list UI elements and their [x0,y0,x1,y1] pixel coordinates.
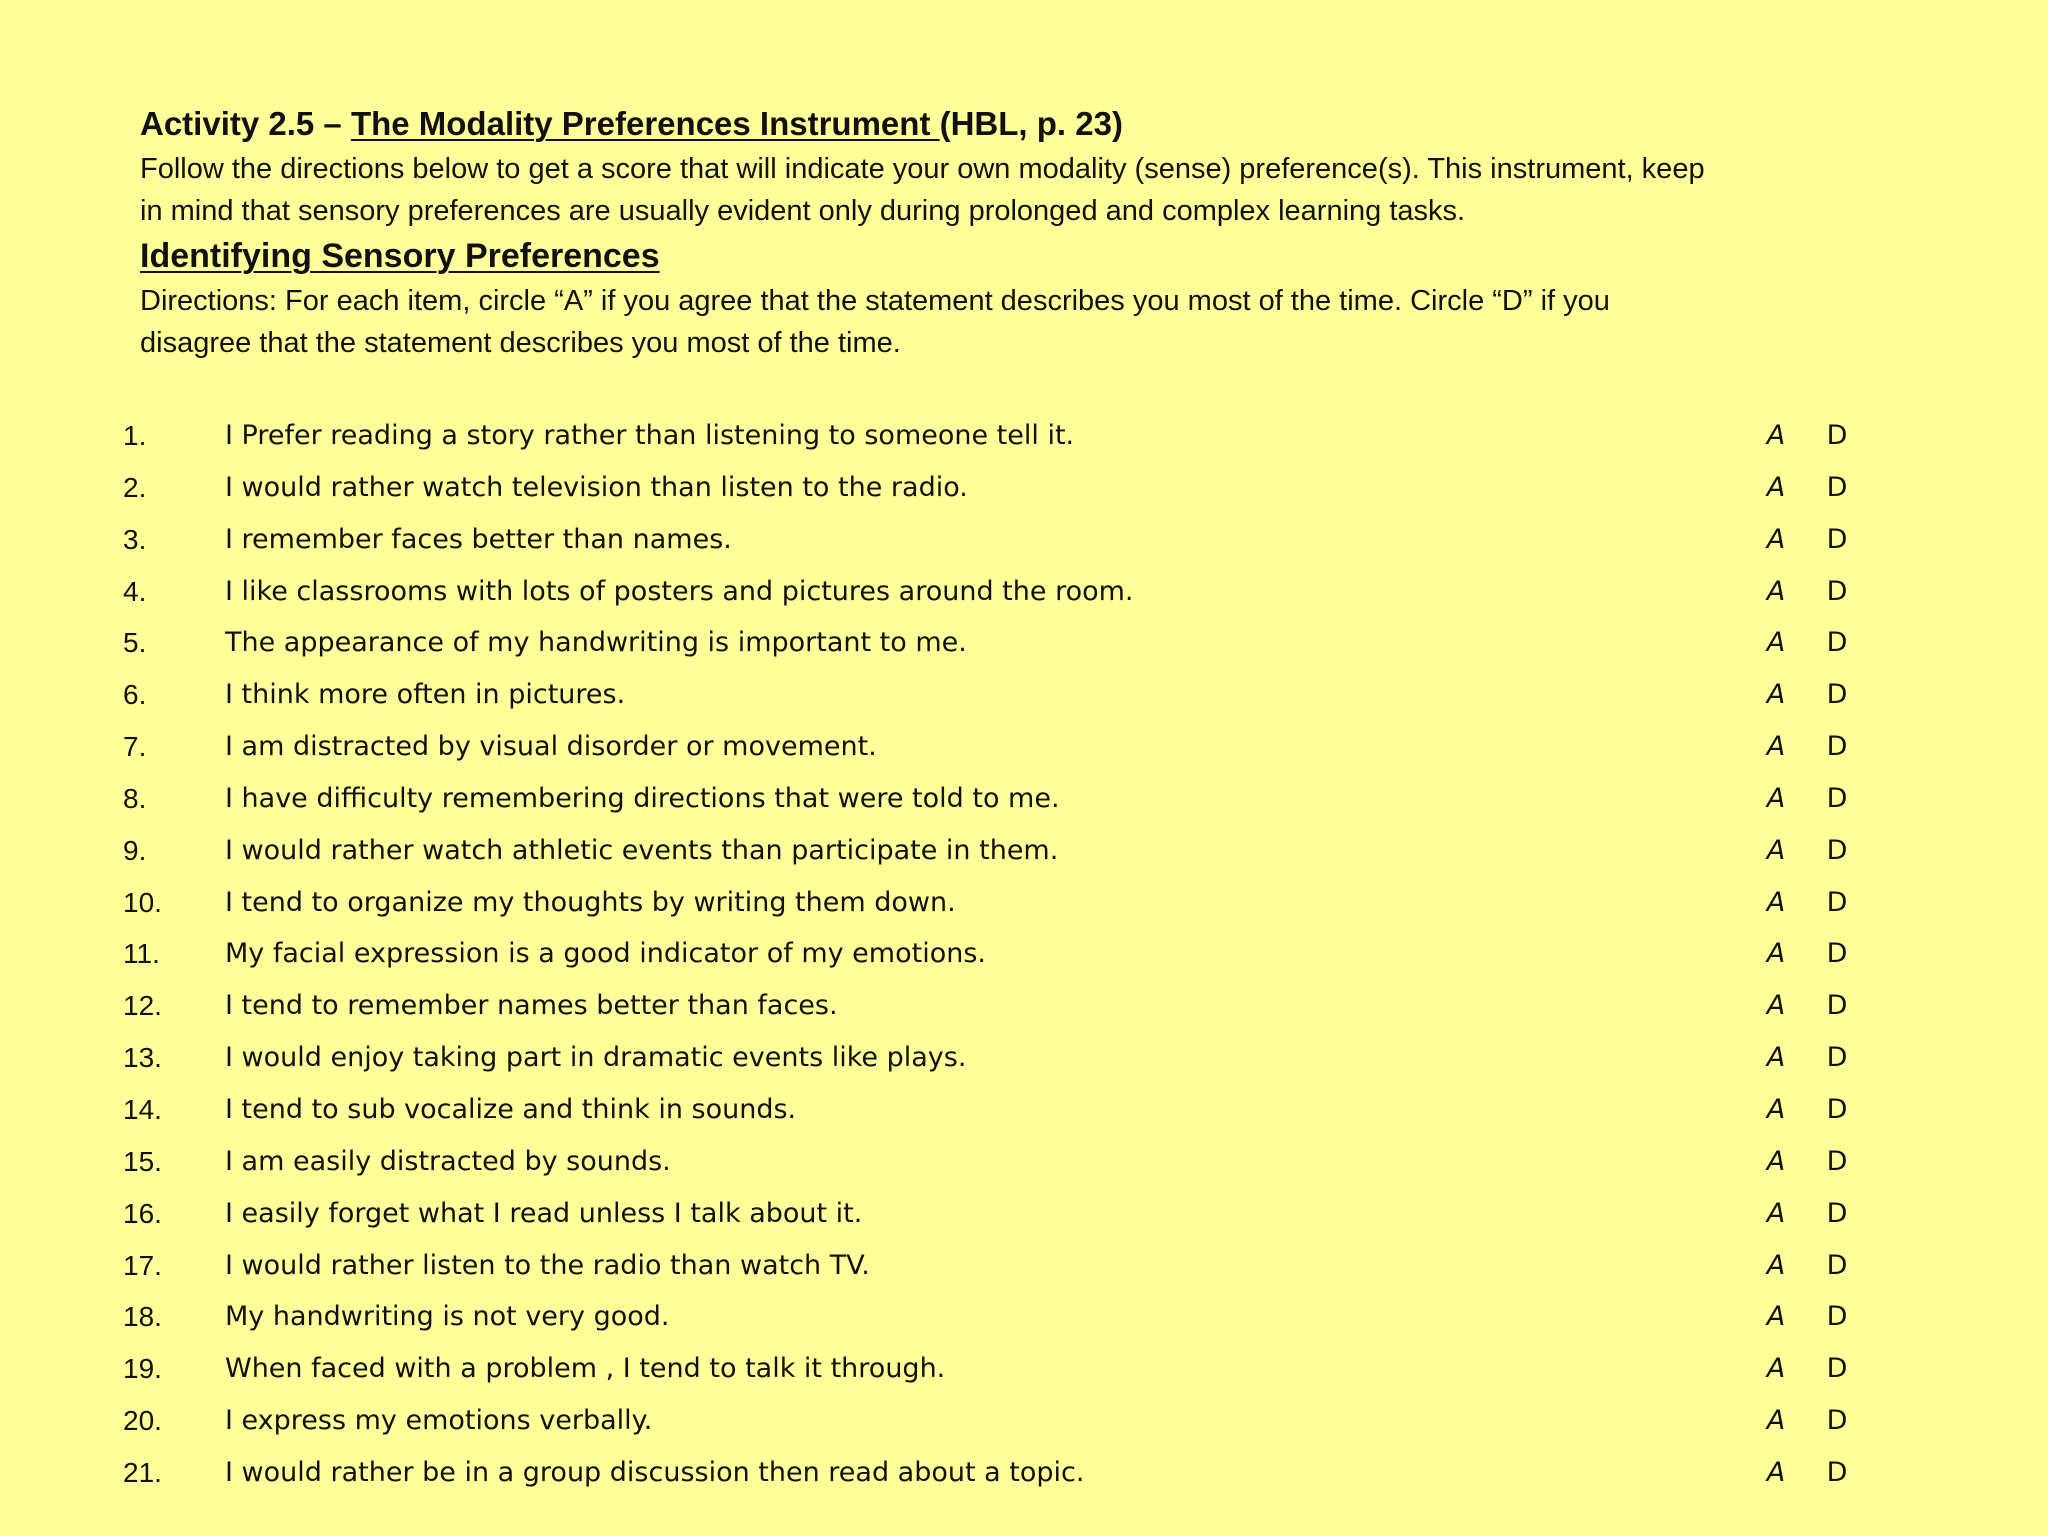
statement-number: 7. [123,731,147,763]
statement-row [0,1395,2048,1447]
disagree-option[interactable]: D [1826,679,1848,711]
statement-row [0,1136,2048,1188]
statement-text: When faced with a problem , I tend to talk it through. [225,1353,946,1385]
directions-line: Directions: For each item, circle “A” if you agree that the statement describes you most of the time. Circle “D” if you [140,285,1610,317]
agree-option[interactable]: A [1766,471,1786,503]
agree-option[interactable]: A [1766,1301,1786,1333]
agree-option[interactable]: A [1766,420,1786,451]
disagree-option[interactable]: D [1826,886,1848,918]
statement-row [0,1240,2048,1292]
title-reference: (HBL, p. 23) [939,105,1123,142]
statement-number: 3. [123,523,147,555]
statement-row [0,462,2048,514]
statement-row [0,721,2048,773]
statement-row [0,980,2048,1032]
statement-number: 13. [123,1042,162,1074]
agree-option[interactable]: A [1766,1405,1786,1437]
statement-text: My handwriting is not very good. [225,1301,670,1333]
statement-text: I Prefer reading a story rather than listening to someone tell it. [225,420,1075,451]
agree-option[interactable]: A [1766,1249,1786,1281]
statement-text: My facial expression is a good indicator of my emotions. [225,938,986,970]
statement-row [0,877,2048,929]
statement-text: I express my emotions verbally. [225,1405,653,1437]
statement-text: I like classrooms with lots of posters and pictures around the room. [225,575,1134,607]
title-instrument-name: The Modality Preferences Instrument [350,105,940,142]
statement-number: 6. [123,679,147,711]
agree-option[interactable]: A [1766,1093,1786,1125]
disagree-option[interactable]: D [1826,938,1848,970]
worksheet-header [140,100,1880,364]
agree-option[interactable]: A [1766,731,1786,763]
disagree-option[interactable]: D [1826,782,1848,814]
statement-row [0,1188,2048,1240]
statement-text: I tend to sub vocalize and think in sounds. [225,1093,797,1125]
statement-number: 12. [123,990,162,1022]
disagree-option[interactable]: D [1826,1456,1848,1488]
disagree-option[interactable]: D [1826,1197,1848,1229]
statement-number: 2. [123,471,147,503]
intro-line: in mind that sensory preferences are usually evident only during prolonged and complex learning tasks. [140,195,1466,227]
agree-option[interactable]: A [1766,679,1786,711]
statement-text: I would rather watch athletic events than participate in them. [225,834,1059,866]
statement-row [0,617,2048,669]
disagree-option[interactable]: D [1826,990,1848,1022]
disagree-option[interactable]: D [1826,731,1848,763]
agree-option[interactable]: A [1766,990,1786,1022]
statement-number: 9. [123,834,147,866]
disagree-option[interactable]: D [1826,471,1848,503]
statement-number: 4. [123,575,147,607]
disagree-option[interactable]: D [1826,575,1848,607]
agree-option[interactable]: A [1766,1456,1786,1488]
agree-option[interactable]: A [1766,834,1786,866]
disagree-option[interactable]: D [1826,834,1848,866]
statement-number: 15. [123,1145,162,1177]
statement-row [0,1291,2048,1343]
statement-text: I am distracted by visual disorder or movement. [225,731,877,763]
statement-number: 18. [123,1301,162,1333]
statement-number: 16. [123,1197,162,1229]
agree-option[interactable]: A [1766,1197,1786,1229]
statement-text: I would enjoy taking part in dramatic events like plays. [225,1042,967,1074]
statement-row [0,928,2048,980]
statement-text: I would rather be in a group discussion then read about a topic. [225,1456,1085,1488]
statement-number: 14. [123,1093,162,1125]
agree-option[interactable]: A [1766,782,1786,814]
statement-row [0,825,2048,877]
disagree-option[interactable]: D [1826,1249,1848,1281]
statement-row [0,1084,2048,1136]
statement-row [0,1032,2048,1084]
intro-paragraph [140,148,1880,232]
agree-option[interactable]: A [1766,1042,1786,1074]
agree-option[interactable]: A [1766,886,1786,918]
statement-text: I would rather listen to the radio than watch TV. [225,1249,870,1281]
disagree-option[interactable]: D [1826,523,1848,555]
statement-number: 10. [123,886,162,918]
statement-list [0,410,2048,1499]
statement-text: The appearance of my handwriting is important to me. [225,627,967,659]
statement-text: I think more often in pictures. [225,679,626,711]
activity-title [140,100,1880,148]
agree-option[interactable]: A [1766,523,1786,555]
statement-text: I am easily distracted by sounds. [225,1145,671,1177]
statement-text: I would rather watch television than listen to the radio. [225,471,968,503]
statement-row [0,773,2048,825]
statement-text: I remember faces better than names. [225,523,732,555]
statement-number: 11. [123,938,160,970]
statement-row [0,410,2048,462]
statement-number: 8. [123,782,147,814]
statement-number: 20. [123,1405,162,1437]
statement-number: 17. [123,1249,162,1281]
statement-number: 21. [123,1456,162,1488]
agree-option[interactable]: A [1766,575,1786,607]
agree-option[interactable]: A [1766,1145,1786,1177]
agree-option[interactable]: A [1766,627,1786,659]
disagree-option[interactable]: D [1826,420,1848,451]
statement-number: 5. [123,627,147,659]
statement-text: I tend to remember names better than faces. [225,990,838,1022]
agree-option[interactable]: A [1766,1353,1786,1385]
disagree-option[interactable]: D [1826,1093,1848,1125]
disagree-option[interactable]: D [1826,1301,1848,1333]
directions-paragraph [140,280,1880,364]
disagree-option[interactable]: D [1826,1042,1848,1074]
statement-row [0,1343,2048,1395]
statement-row [0,669,2048,721]
disagree-option[interactable]: D [1826,1405,1848,1437]
statement-text: I have difficulty remembering directions that were told to me. [225,782,1060,814]
section-heading: Identifying Sensory Preferences [140,237,660,275]
statement-row [0,514,2048,566]
disagree-option[interactable]: D [1826,627,1848,659]
statement-row [0,566,2048,618]
statement-number: 1. [123,420,147,451]
agree-option[interactable]: A [1766,938,1786,970]
disagree-option[interactable]: D [1826,1353,1848,1385]
statement-number: 19. [123,1353,162,1385]
statement-text: I tend to organize my thoughts by writing them down. [225,886,956,918]
directions-line: disagree that the statement describes you most of the time. [140,327,901,359]
title-prefix: Activity 2.5 – [140,105,351,142]
disagree-option[interactable]: D [1826,1145,1848,1177]
intro-line: Follow the directions below to get a score that will indicate your own modality (sense) preference(s). This instrument, keep [140,153,1705,185]
statement-row [0,1447,2048,1499]
statement-text: I easily forget what I read unless I talk about it. [225,1197,863,1229]
